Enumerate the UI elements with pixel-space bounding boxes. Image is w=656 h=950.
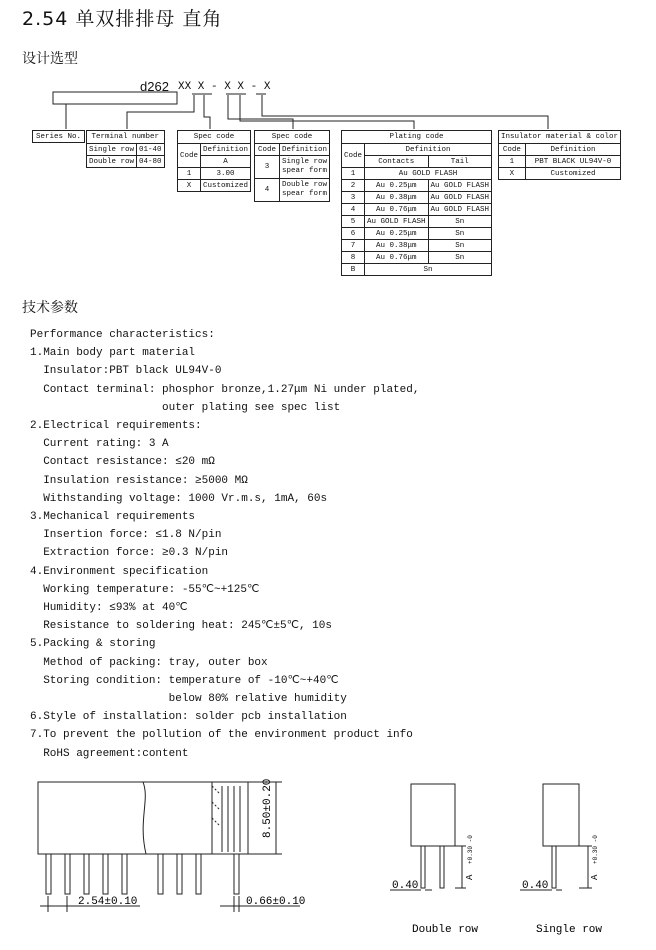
double-row-label: Double row <box>412 924 479 936</box>
terminal-title: Terminal number <box>87 131 165 144</box>
perf-line: 1.Main body part material <box>30 347 196 360</box>
spec-a-title: Spec code <box>178 131 251 144</box>
cell: Au 0.38μm <box>365 192 429 204</box>
cell: Au GOLD FLASH <box>365 216 429 228</box>
cell: Contacts <box>365 156 429 168</box>
cell: 5 <box>342 216 365 228</box>
cell: Definition <box>525 144 620 156</box>
cell: 2 <box>342 180 365 192</box>
insulator-table <box>498 130 621 180</box>
perf-line: 2.Electrical requirements: <box>30 420 202 433</box>
perf-line: outer plating see spec list <box>30 401 341 414</box>
perf-line: Working temperature: -55℃~+125℃ <box>30 583 260 596</box>
tail-dim-a-double: A <box>465 874 475 880</box>
terminal-number-table <box>86 130 165 168</box>
cell: Sn <box>365 264 492 276</box>
pin-dim-label: 0.66±0.10 <box>246 896 306 908</box>
connector-body <box>38 782 212 854</box>
cell: Au 0.76μm <box>365 252 429 264</box>
plating-code-table <box>341 130 492 276</box>
height-dim-label: 8.50±0.20 <box>262 778 274 838</box>
perf-line: Current rating: 3 A <box>30 438 169 451</box>
cell: 4 <box>342 204 365 216</box>
technical-drawing <box>0 770 656 950</box>
pin-width-double: 0.40 <box>392 880 419 892</box>
cell: Double row spear form <box>279 179 329 202</box>
pin-row <box>46 854 239 894</box>
cell: Au 0.25μm <box>365 180 429 192</box>
cell: 8 <box>342 252 365 264</box>
cell: Sn <box>428 216 492 228</box>
double-row-body <box>411 784 455 846</box>
perf-line: 6.Style of installation: solder pcb installation <box>30 711 347 724</box>
plating-title: Plating code <box>342 131 492 144</box>
plating-leader <box>240 95 414 129</box>
selection-heading: 设计选型 <box>22 51 78 67</box>
perf-line: Humidity: ≤93% at 40℃ <box>30 602 188 615</box>
performance-list <box>30 326 419 763</box>
cell: Au 0.38μm <box>365 240 429 252</box>
spec-b-title: Spec code <box>255 131 330 144</box>
cell: Au 0.25μm <box>365 228 429 240</box>
cell: 04-80 <box>137 156 165 168</box>
series-label: Series No. <box>33 131 85 143</box>
connector-end-detail <box>212 782 248 854</box>
cell: Sn <box>428 252 492 264</box>
cell: 01-40 <box>137 144 165 156</box>
cell: PBT BLACK UL94V-0 <box>525 156 620 168</box>
cell: Single row <box>87 144 137 156</box>
cell: Au GOLD FLASH <box>428 180 492 192</box>
cell: 6 <box>342 228 365 240</box>
cell: B <box>342 264 365 276</box>
perf-line: Extraction force: ≥0.3 N/pin <box>30 547 229 560</box>
cell: 1 <box>342 168 365 180</box>
perf-line: RoHS agreement:content <box>30 747 189 760</box>
cell: Definition <box>365 144 492 156</box>
perf-line: Insertion force: ≤1.8 N/pin <box>30 529 222 542</box>
cell: Code <box>178 144 201 168</box>
cell: 4 <box>255 179 280 202</box>
cell: Definition <box>279 144 329 156</box>
cell: 1 <box>499 156 526 168</box>
spec-code-a-table <box>177 130 251 192</box>
perf-line: Contact resistance: ≤20 mΩ <box>30 456 215 469</box>
cell: X <box>499 168 526 180</box>
specb-leader <box>228 95 293 129</box>
perf-line: Method of packing: tray, outer box <box>30 656 268 669</box>
cell: Au GOLD FLASH <box>428 204 492 216</box>
perf-line: Insulator:PBT black UL94V-0 <box>30 365 222 378</box>
part-prefix: d262 <box>140 79 169 94</box>
code-connector-lines <box>0 0 656 140</box>
insulator-leader <box>262 95 548 129</box>
insulator-title: Insulator material & color <box>499 131 621 144</box>
series-bracket <box>53 92 177 104</box>
pitch-dim-label: 2.54±0.10 <box>78 896 138 908</box>
perf-line: Performance characteristics: <box>30 329 215 341</box>
cell: 7 <box>342 240 365 252</box>
cell: Au GOLD FLASH <box>365 168 492 180</box>
cell: Au 0.76μm <box>365 204 429 216</box>
page-title: 2.54 单双排排母 直角 <box>22 8 223 30</box>
spec-code-b-table <box>254 130 330 202</box>
cell: Single row spear form <box>279 156 329 179</box>
perf-line: 3.Mechanical requirements <box>30 511 196 524</box>
cell: Code <box>255 144 280 156</box>
single-row-label: Single row <box>536 924 603 936</box>
pin-width-single: 0.40 <box>522 880 549 892</box>
cell: Au GOLD FLASH <box>428 192 492 204</box>
perf-line: Storing condition: temperature of -10℃~+40℃ <box>30 674 339 687</box>
perf-line: Insulation resistance: ≥5000 MΩ <box>30 474 248 487</box>
perf-line: Withstanding voltage: 1000 Vr.m.s, 1mA, 60s <box>30 492 328 505</box>
cell: X <box>178 180 201 192</box>
perf-line: below 80% relative humidity <box>30 693 347 706</box>
perf-line: Resistance to soldering heat: 245℃±5℃, 10s <box>30 620 332 633</box>
single-row-body <box>543 784 579 846</box>
part-suffix: XX X - X X - X <box>178 81 271 93</box>
cell: Code <box>342 144 365 168</box>
speca-leader <box>204 95 210 129</box>
terminal-leader <box>127 95 194 129</box>
cell: 3 <box>342 192 365 204</box>
cell: Customized <box>201 180 251 192</box>
cell: Code <box>499 144 526 156</box>
tail-dim-a-single: A <box>590 874 600 880</box>
perf-line: 5.Packing & storing <box>30 638 156 651</box>
cell: 3 <box>255 156 280 179</box>
cell: Sn <box>428 228 492 240</box>
perf-line: Contact terminal: phosphor bronze,1.27μm Ni under plated, <box>30 383 420 396</box>
cell: A <box>201 156 251 168</box>
cell: 3.00 <box>201 168 251 180</box>
cell: 1 <box>178 168 201 180</box>
cell: Double row <box>87 156 137 168</box>
cell: Definition <box>201 144 251 156</box>
perf-line: 7.To prevent the pollution of the environment product info <box>30 729 413 742</box>
tail-tol-single: +0.30 -0 <box>592 835 599 864</box>
tail-tol-double: +0.30 -0 <box>467 835 474 864</box>
cell: Tail <box>428 156 492 168</box>
perf-line: 4.Environment specification <box>30 565 209 578</box>
series-table <box>32 130 85 143</box>
cell: Sn <box>428 240 492 252</box>
tech-heading: 技术参数 <box>22 300 78 316</box>
cell: Customized <box>525 168 620 180</box>
break-line <box>143 782 146 854</box>
